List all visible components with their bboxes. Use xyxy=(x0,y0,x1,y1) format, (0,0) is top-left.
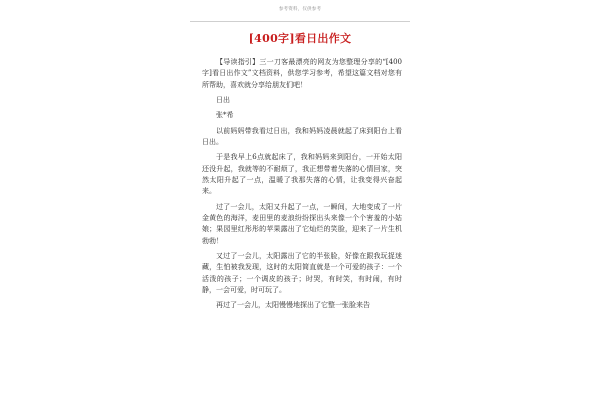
body-paragraph: 再过了一会儿，太阳慢慢地探出了它整一张脸来告 xyxy=(216,301,370,310)
intro-paragraph: 【导读指引】三一刀客最漂亮的网友为您整理分享的“[400字]看日出作文”文档资料，供您学习参考，希望这篇文档对您有所帮助，喜欢就分享给朋友们吧！ xyxy=(202,58,402,89)
body-paragraph: 于是我早上6点就起床了，我和妈妈来到阳台，一开始太阳还没升起，我就等的不耐烦了，我正想带着失落的心情回家，突然太阳升起了一点，温暖了我那失落的心情，让我变得兴奋起来。 xyxy=(202,153,402,196)
essay-heading: 日出 xyxy=(216,95,230,104)
header-note: 参考资料，仅供参考 xyxy=(278,7,322,12)
body-paragraph: 以前妈妈带我看过日出，我和妈妈凌晨就起了床到阳台上看日出。 xyxy=(202,126,402,146)
body-paragraph: 又过了一会儿，太阳露出了它的半张脸，好像在跟我玩捉迷藏，生怕被我发现，这时的太阳简直就是一个可爱的孩子：一个活泼的孩子；一个调皮的孩子；时哭，有时笑，有时闹，有时静，一会可爱，时可玩了。 xyxy=(202,251,402,294)
document-body xyxy=(202,57,402,316)
essay-author: 张*希 xyxy=(216,111,234,120)
document-page xyxy=(190,0,410,400)
body-paragraph: 过了一会儿，太阳又升起了一点，一瞬间，大地变成了一片金黄色的海洋，麦田里的麦浪纷纷探出头来像一个个害羞的小姑娘；果园里红彤彤的苹果露出了它灿烂的笑脸，迎来了一片生机勃勃！ xyxy=(202,202,402,245)
document-title: [400字]看日出作文 xyxy=(248,32,352,45)
header-divider xyxy=(190,21,410,22)
